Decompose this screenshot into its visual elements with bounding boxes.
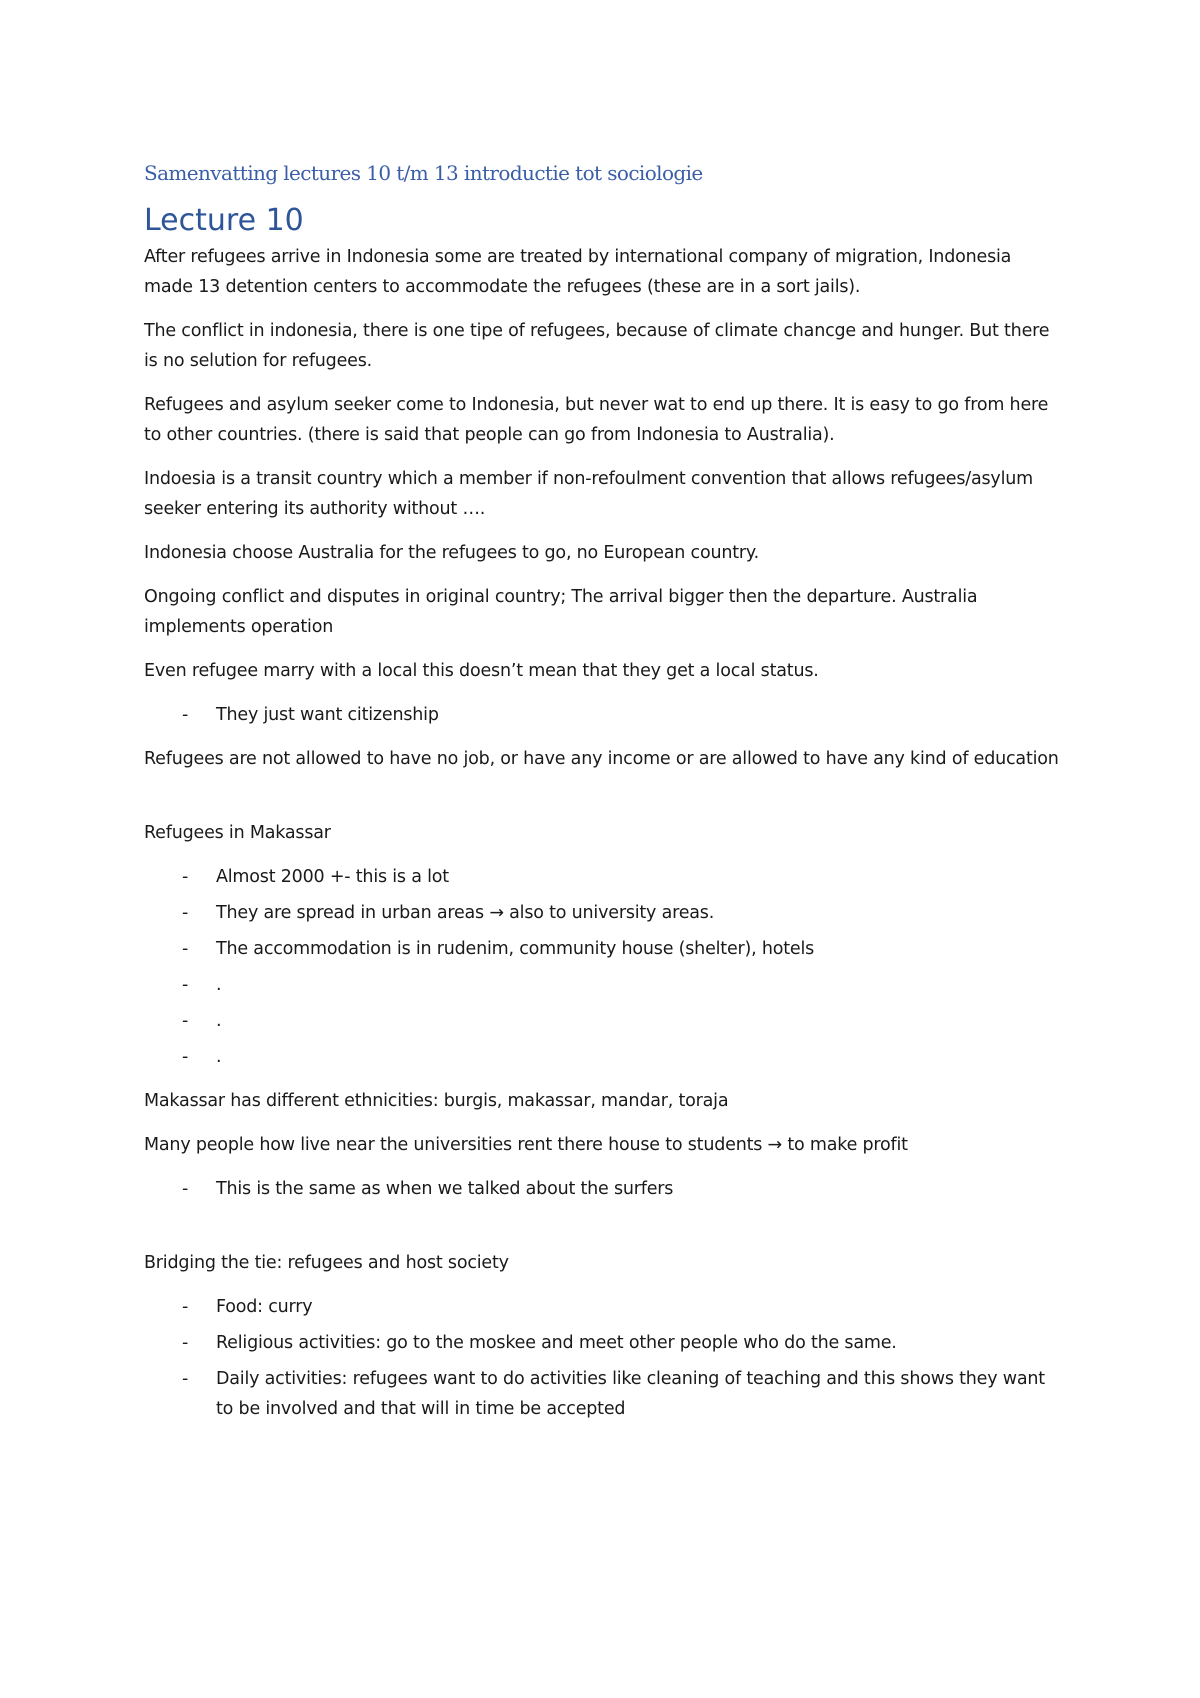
dash-bullet: - — [182, 866, 189, 887]
list-item-text: . — [216, 1046, 222, 1067]
list-item — [144, 1292, 1064, 1322]
list-item-text: . — [216, 974, 222, 995]
bullet-list — [144, 700, 1064, 730]
document-title: Samenvatting lectures 10 t/m 13 introductie tot sociologie — [144, 161, 703, 185]
list-item — [144, 970, 1064, 1000]
list-item-text: Almost 2000 +- this is a lot — [216, 866, 449, 887]
dash-bullet: - — [182, 938, 189, 959]
list-item — [144, 898, 1064, 928]
list-item — [144, 862, 1064, 892]
dash-bullet: - — [182, 1332, 189, 1353]
list-item — [144, 1174, 1064, 1204]
bullet-list — [144, 862, 1064, 1072]
dash-bullet: - — [182, 1296, 189, 1317]
list-item — [144, 1006, 1064, 1036]
list-item — [144, 1364, 1064, 1424]
paragraph: Refugees and asylum seeker come to Indonesia, but never wat to end up there. It is easy to go from here to other countries. (there is said that people can go from Indonesia to Australia). — [144, 394, 1049, 445]
bullet-list — [144, 1292, 1064, 1424]
bullet-list — [144, 1174, 1064, 1204]
blank-line — [144, 1218, 1064, 1248]
list-item-text: This is the same as when we talked about the surfers — [216, 1178, 674, 1199]
blank-line — [144, 788, 1064, 818]
paragraph: Ongoing conflict and disputes in original country; The arrival bigger then the departure. Australia implements operation — [144, 586, 978, 637]
list-item — [144, 1042, 1064, 1072]
paragraph: The conflict in indonesia, there is one tipe of refugees, because of climate chancge and hunger. But there is no selution for refugees. — [144, 320, 1050, 371]
paragraph: Indoesia is a transit country which a member if non-refoulment convention that allows refugees/asylum seeker entering its authority without …. — [144, 468, 1033, 519]
list-item-text: Food: curry — [216, 1296, 313, 1317]
dash-bullet: - — [182, 1010, 189, 1031]
list-item-text: The accommodation is in rudenim, community house (shelter), hotels — [216, 938, 815, 959]
paragraph: Refugees are not allowed to have no job, or have any income or are allowed to have any kind of education — [144, 748, 1059, 769]
list-item-text: . — [216, 1010, 222, 1031]
list-item — [144, 1328, 1064, 1358]
list-item-text: They just want citizenship — [216, 704, 439, 725]
paragraph: Many people how live near the universities rent there house to students → to make profit — [144, 1134, 908, 1155]
list-item-text: Daily activities: refugees want to do activities like cleaning of teaching and this shows they want to be involved and that will in time be accepted — [216, 1368, 1045, 1419]
dash-bullet: - — [182, 902, 189, 923]
section-label: Bridging the tie: refugees and host society — [144, 1252, 509, 1273]
dash-bullet: - — [182, 1368, 189, 1389]
paragraph: After refugees arrive in Indonesia some are treated by international company of migration, Indonesia made 13 detention centers to accommodate the refugees (these are in a sort jails). — [144, 246, 1012, 297]
list-item — [144, 934, 1064, 964]
list-item-text: Religious activities: go to the moskee and meet other people who do the same. — [216, 1332, 897, 1353]
lecture-heading: Lecture 10 — [144, 203, 304, 238]
list-item-text: They are spread in urban areas → also to university areas. — [216, 902, 715, 923]
dash-bullet: - — [182, 704, 189, 725]
paragraph: Even refugee marry with a local this doesn’t mean that they get a local status. — [144, 660, 819, 681]
document-page — [144, 160, 1064, 1438]
paragraph: Makassar has different ethnicities: burgis, makassar, mandar, toraja — [144, 1090, 729, 1111]
dash-bullet: - — [182, 1046, 189, 1067]
dash-bullet: - — [182, 1178, 189, 1199]
paragraph: Indonesia choose Australia for the refugees to go, no European country. — [144, 542, 759, 563]
dash-bullet: - — [182, 974, 189, 995]
list-item — [144, 700, 1064, 730]
section-label: Refugees in Makassar — [144, 822, 331, 843]
